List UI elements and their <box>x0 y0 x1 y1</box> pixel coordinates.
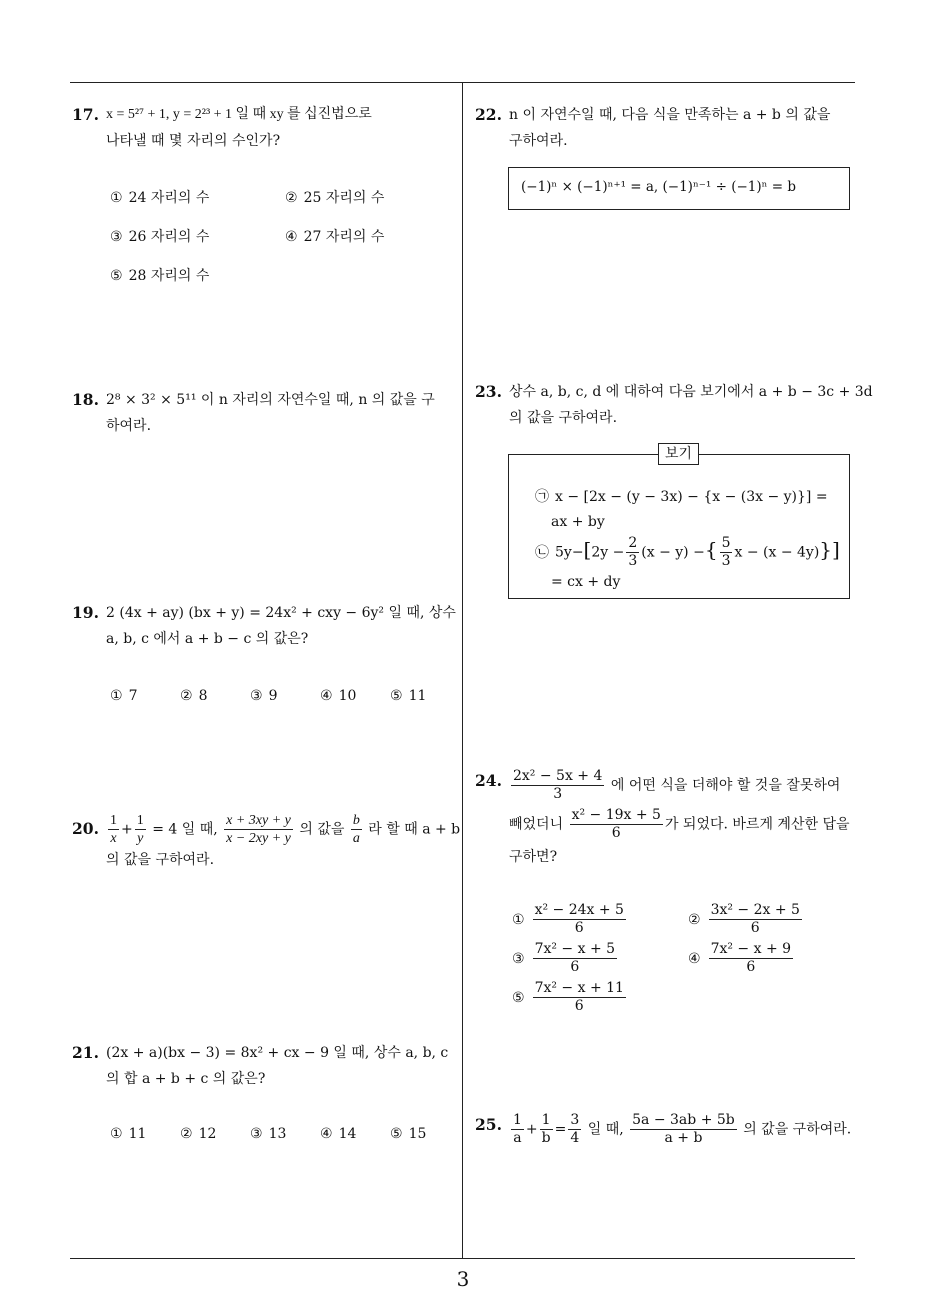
option-3[interactable]: ③ $\frac{\text{7x² − x + 5}}{6}$ <box>512 941 616 975</box>
fraction: $\frac{\text{2x² − 5x + 4}}{3}$ <box>513 768 603 802</box>
option-4[interactable]: ④ 10 <box>320 688 357 704</box>
fraction: $\frac{\text{3x² − 2x + 5}}{6}$ <box>710 902 800 936</box>
option-5[interactable]: ⑤ $\frac{\text{7x² − x + 11}}{6}$ <box>512 980 624 1014</box>
option-5[interactable]: ⑤ 11 <box>390 688 427 704</box>
question-text-line: 구하여라. <box>509 133 568 149</box>
question-text-line: a, b, c 에서 a + b − c 의 값은? <box>106 631 309 647</box>
question-text-line: 나타낼 때 몇 자리의 수인가? <box>106 133 281 149</box>
question-text-line: (2x + a)(bx − 3) = 8x² + cx − 9 일 때, 상수 a, b, c <box>106 1045 449 1061</box>
condition-box <box>508 167 850 210</box>
question-number: 18. <box>72 390 99 409</box>
option-2[interactable]: ② $\frac{\text{3x² − 2x + 5}}{6}$ <box>688 902 800 936</box>
question-23 <box>475 379 873 431</box>
question-number: 25. <box>475 1115 502 1134</box>
option-1[interactable]: ① $\frac{\text{x² − 24x + 5}}{6}$ <box>512 902 624 936</box>
bogi-item-2-cont: = cx + dy <box>551 574 621 590</box>
fraction: $\frac{x + 3xy + y}{x - 2xy + y}$ <box>226 813 291 846</box>
question-18 <box>72 387 457 439</box>
fraction: $\frac{\text{x² − 19x + 5}}{6}$ <box>571 807 661 841</box>
question-21 <box>72 1040 457 1092</box>
question-number: 17. <box>72 105 99 124</box>
option-2[interactable]: ② 8 <box>180 688 208 704</box>
bogi-label: 보기 <box>658 443 699 465</box>
option-3[interactable]: ③ 13 <box>250 1126 287 1142</box>
question-25 <box>475 1112 865 1147</box>
bogi-item-2: ㉡ 5y−[2y − $\frac{2}{3}$ (x − y) −{ $\frac{5}{3}$ x − (x − 4y)}] <box>535 535 840 569</box>
page-number: 3 <box>456 1267 470 1291</box>
question-text-line: $\frac{1}{x}$ + $\frac{1}{y}$ = 4 일 때, $\frac{x + 3xy + y}{x - 2xy + y}$ 의 값을 $\frac{b}{a}$ 라 할 때 a + b <box>110 813 461 846</box>
fraction: $\frac{b}{a}$ <box>352 813 360 846</box>
question-text-line: 빼었더니 $\frac{\text{x² − 19x + 5}}{6}$ 가 되었다. 바르게 계산한 답을 <box>509 807 850 841</box>
question-number: 20. <box>72 819 99 838</box>
fraction: $\frac{1}{x}$ <box>110 813 117 846</box>
bogi-item-1-cont: ax + by <box>551 514 605 530</box>
question-text-line: x = 5²⁷ + 1, y = 2²³ + 1 일 때 xy 를 십진법으로 <box>106 107 372 122</box>
question-text-line: 의 합 a + b + c 의 값은? <box>106 1071 266 1087</box>
option-5[interactable]: ⑤ 15 <box>390 1126 427 1142</box>
fraction: $\frac{\text{7x² − x + 5}}{6}$ <box>534 941 616 975</box>
fraction: $\frac{5}{3}$ <box>721 535 731 569</box>
question-text-line: 2 (4x + ay) (bx + y) = 24x² + cxy − 6y² 일 때, 상수 <box>106 605 456 621</box>
option-1[interactable]: ① 7 <box>110 688 138 704</box>
question-22 <box>475 102 860 154</box>
option-1[interactable]: ① 11 <box>110 1126 147 1142</box>
question-24 <box>475 768 865 870</box>
question-text-line: 2⁸ × 3² × 5¹¹ 이 n 자리의 자연수일 때, n 의 값을 구 <box>106 392 435 408</box>
fraction: $\frac{1}{b}$ <box>541 1112 551 1146</box>
question-17 <box>72 102 457 154</box>
question-number: 22. <box>475 105 502 124</box>
fraction: $\frac{3}{4}$ <box>570 1112 580 1146</box>
option-3[interactable]: ③ 26 자리의 수 <box>110 229 210 245</box>
question-text-line: 하여라. <box>106 418 152 434</box>
fraction: $\frac{\text{7x² − x + 9}}{6}$ <box>710 941 792 975</box>
column-divider <box>462 83 463 1259</box>
option-2[interactable]: ② 25 자리의 수 <box>285 190 385 206</box>
fraction: $\frac{\text{x² − 24x + 5}}{6}$ <box>534 902 624 936</box>
question-text-line: 의 값을 구하여라. <box>106 852 215 868</box>
question-text-line: 상수 a, b, c, d 에 대하여 다음 보기에서 a + b − 3c + 3d <box>509 384 873 400</box>
question-number: 21. <box>72 1043 99 1062</box>
option-4[interactable]: ④ 14 <box>320 1126 357 1142</box>
question-number: 23. <box>475 382 502 401</box>
option-5[interactable]: ⑤ 28 자리의 수 <box>110 268 210 284</box>
bogi-item-1: ㉠ x − [2x − (y − 3x) − {x − (3x − y)}] = <box>535 489 828 505</box>
question-text-line: n 이 자연수일 때, 다음 식을 만족하는 a + b 의 값을 <box>509 107 831 123</box>
question-text-line: 구하면? <box>509 849 558 865</box>
question-20 <box>72 812 462 873</box>
question-number: 24. <box>475 771 502 790</box>
fraction: $\frac{1}{a}$ <box>513 1112 522 1146</box>
bogi-box <box>508 454 850 599</box>
option-4[interactable]: ④ $\frac{\text{7x² − x + 9}}{6}$ <box>688 941 792 975</box>
option-2[interactable]: ② 12 <box>180 1126 217 1142</box>
fraction: $\frac{1}{y}$ <box>136 813 144 846</box>
question-number: 19. <box>72 603 99 622</box>
question-text-line: $\frac{\text{2x² − 5x + 4}}{3}$ 에 어떤 식을 더해야 할 것을 잘못하여 <box>513 768 841 802</box>
option-1[interactable]: ① 24 자리의 수 <box>110 190 210 206</box>
option-4[interactable]: ④ 27 자리의 수 <box>285 229 385 245</box>
question-text-line: $\frac{1}{a}$ + $\frac{1}{b}$ = $\frac{3}{4}$ 일 때, $\frac{5a - 3ab + 5b}{a + b}$ 의 값을 구하여라. <box>513 1112 852 1146</box>
condition-equation: (−1)ⁿ × (−1)ⁿ⁺¹ = a, (−1)ⁿ⁻¹ ÷ (−1)ⁿ = b <box>521 179 797 195</box>
question-19 <box>72 600 457 652</box>
option-3[interactable]: ③ 9 <box>250 688 278 704</box>
fraction: $\frac{2}{3}$ <box>628 535 638 569</box>
fraction: $\frac{\text{7x² − x + 11}}{6}$ <box>534 980 624 1014</box>
question-text-line: 의 값을 구하여라. <box>509 410 618 426</box>
fraction: $\frac{5a - 3ab + 5b}{a + b}$ <box>632 1112 735 1146</box>
